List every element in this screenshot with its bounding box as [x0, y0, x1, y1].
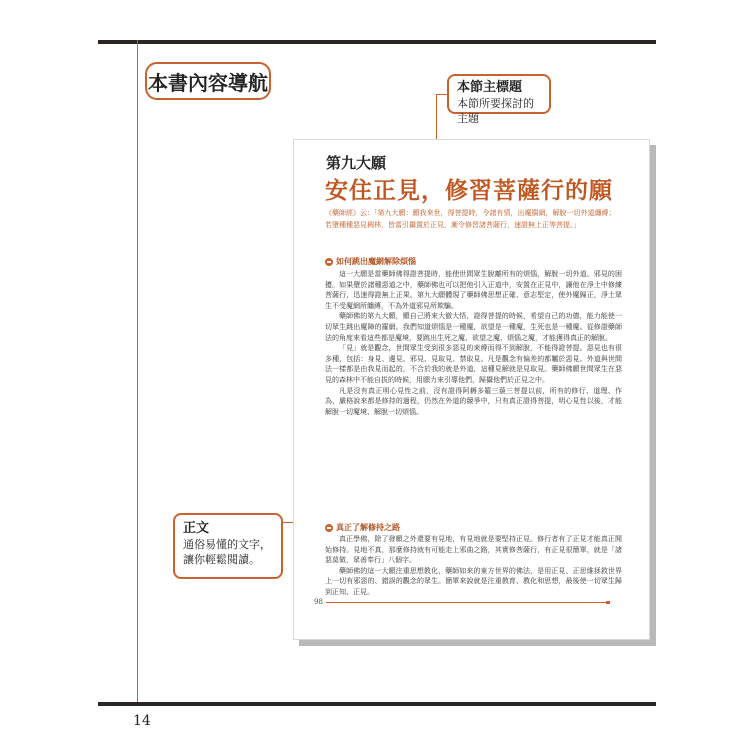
footer-rule: [326, 602, 606, 603]
callout-connector: [436, 94, 447, 95]
body-paragraph: 藥師佛的這一大願注重思想教化，藥師如來的東方世界的佛法，是用正見、正思維拯救世界上一切有邪惡的、錯誤的觀念的眾生。簡單來說就是注重教育、教化和思想，最後使一切眾生歸到正知、正見。: [325, 566, 622, 596]
circle-bullet-icon: [325, 258, 333, 266]
callout-title: 本節主標題: [457, 80, 523, 95]
callout-title: 正文: [183, 521, 210, 536]
top-rule: [98, 40, 656, 44]
section-heading-text: 真正了解修持之路: [336, 523, 400, 532]
circle-bullet-icon: [325, 524, 333, 532]
body-paragraph: 凡是沒有真正明心見性之前，沒有證得阿耨多羅三藐三菩提以前，所有的修行、道理、作為，嚴格說來都是修持的過程，仍然在外道的競爭中，只有真正證得菩提，明心見性以後，才能解脫一切魔境、解脫一切煩惱。: [325, 386, 622, 416]
body-section-1: [325, 269, 622, 417]
body-paragraph: 藥師佛的第九大願，願自己將來大徹大悟，證得菩提的時候，希望自己的功德，能力能使一切眾生跳出魔障的羅網。我們知道煩惱是一種魔，欲望是一種魔，生死也是一種魔。從修證藥師法的角度來看這些都是魔境，要跳出生死之魔、欲望之魔、煩惱之魔，才能獲得真正的解脫。: [325, 312, 622, 342]
callout-subtitle: 通俗易懂的文字，讓你輕鬆閱讀。: [183, 538, 271, 566]
scripture-quote: 《藥師經》云：「第九大願：願我來世，得菩提時，令諸有情，出魔羂網，解脫一切外道纏縛；若墮種種惡見稠林，皆當引攝置於正見，漸令修習諸菩薩行，速證無上正等菩提。」: [325, 209, 616, 229]
callout-section-title: [447, 74, 551, 125]
vow-label: 第九大願: [326, 154, 387, 172]
page-number: 14: [133, 713, 151, 729]
vow-title: 安住正見，修習菩薩行的願: [325, 178, 613, 204]
body-section-2: [325, 534, 622, 598]
footer-rule-end: [606, 601, 610, 604]
section-heading: [325, 522, 400, 533]
sample-page: [293, 139, 650, 640]
inner-page-number: 98: [314, 598, 323, 606]
callout-subtitle: 本節所要探討的主題: [457, 97, 534, 125]
body-paragraph: 這一大願是當藥師佛得證菩提時，能使世間眾生脫離所有的煩惱，解脫一切外道、邪見的困擾。如果墮於諸種惡道之中，藥師佛也可以把他引入正道中，安置在正見中，讓他在淨土中修練菩薩行，迅速得證無上正果。第九大願體現了藥師佛思想正確、意志堅定，使外魔歸正，淨土眾生不受魔網所纏縛，不為外道邪見所欺騙。: [325, 270, 622, 310]
margin-guide-line: [137, 40, 138, 702]
section-heading-text: 如何跳出魔網解除煩惱: [336, 257, 416, 266]
callout-body-text: [173, 513, 283, 579]
bottom-rule: [98, 702, 656, 706]
section-heading: [325, 256, 416, 267]
body-paragraph: 真正學佛，除了發願之外還要有見地，有見地就是要堅持正見。修行者有了正見才能真正開始修持。見地不真，那麼修持就有可能走上邪曲之路，其實修菩薩行，有正見很簡單，就是「諸惡莫做，眾善奉行」八個字。: [325, 535, 622, 565]
body-paragraph: 「見」就是觀念，世間眾生受到很多惡見的束縛而得不到解脫，不能得證菩提。惡見也有很多種，包括：身見、邊見、邪見、見取見、禁取見。凡是觀念有偏差的都屬於惡見。外道與世間法一樣都是由我見而起的，不合於我的就是外道，這種見解就是見取見。藥師佛願世間眾生在惡見的森林中不能自拔的時候，用願力來引導他們，歸攝他們於正見之中。: [325, 344, 622, 384]
content-guide-badge: 本書內容導航: [145, 62, 271, 100]
